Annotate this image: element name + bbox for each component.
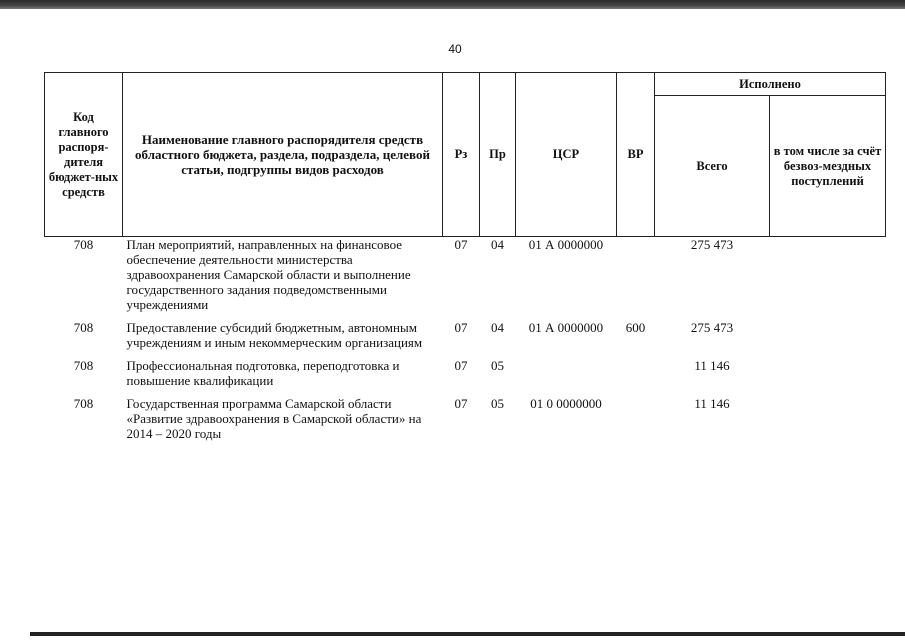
cell-code: 708: [73, 320, 94, 335]
cell-name: Предоставление субсидий бюджетным, автономным учреждениям и иным некоммерческим организациям: [126, 320, 423, 350]
header-incl: в том числе за счёт безвоз-мездных поступлений: [770, 96, 886, 237]
cell-rz: 07: [454, 320, 468, 335]
cell-pr: 04: [491, 320, 504, 335]
cell-rz: 07: [454, 396, 468, 411]
cell-name: Государственная программа Самарской области «Развитие здравоохранения в Самарской области» на 2014 – 2020 годы: [126, 396, 422, 441]
cell-pr: 05: [491, 358, 504, 373]
cell-code: 708: [73, 396, 94, 411]
table-row: [45, 237, 886, 321]
header-name: Наименование главного распорядителя средств областного бюджета, раздела, подраздела, целевой статьи, подгруппы видов расходов: [123, 73, 443, 237]
cell-total: 11 146: [694, 396, 730, 411]
header-pr: Пр: [480, 73, 516, 237]
table-row: [45, 320, 886, 358]
header-total: Всего: [655, 96, 770, 237]
cell-rz: 07: [454, 237, 468, 252]
cell-incl: [770, 396, 886, 449]
cell-incl: [770, 237, 886, 321]
cell-pr: 05: [491, 396, 504, 411]
header-code: Код главного распоря-дителя бюджет-ных средств: [45, 73, 123, 237]
cell-pr: 04: [491, 237, 504, 252]
page-number: 40: [448, 42, 462, 56]
cell-vr: [617, 358, 655, 396]
table-row: [45, 396, 886, 449]
cell-name: План мероприятий, направленных на финансовое обеспечение деятельности министерства здравоохранения Самарской области и выполнение государственного задания подведомственными учреждениями: [126, 237, 411, 312]
cell-vr: [617, 237, 655, 321]
cell-total: 11 146: [694, 358, 730, 373]
cell-csr: [516, 358, 617, 396]
header-executed: Исполнено: [655, 73, 886, 96]
header-csr: ЦСР: [516, 73, 617, 237]
cell-csr: 01 А 0000000: [528, 237, 604, 252]
cell-rz: 07: [454, 358, 468, 373]
cell-total: 275 473: [690, 237, 734, 252]
scan-top-border: [0, 0, 905, 9]
cell-csr: 01 0 0000000: [530, 396, 602, 411]
header-vr: ВР: [617, 73, 655, 237]
budget-table: [44, 72, 886, 449]
scan-bottom-border: [30, 632, 905, 636]
cell-csr: 01 А 0000000: [528, 320, 604, 335]
cell-vr: [617, 396, 655, 449]
cell-total: 275 473: [690, 320, 734, 335]
cell-code: 708: [73, 237, 94, 252]
cell-code: 708: [73, 358, 94, 373]
cell-incl: [770, 358, 886, 396]
table-row: [45, 358, 886, 396]
cell-incl: [770, 320, 886, 358]
cell-name: Профессиональная подготовка, переподготовка и повышение квалификации: [126, 358, 400, 388]
header-rz: Рз: [443, 73, 480, 237]
cell-vr: 600: [625, 320, 646, 335]
